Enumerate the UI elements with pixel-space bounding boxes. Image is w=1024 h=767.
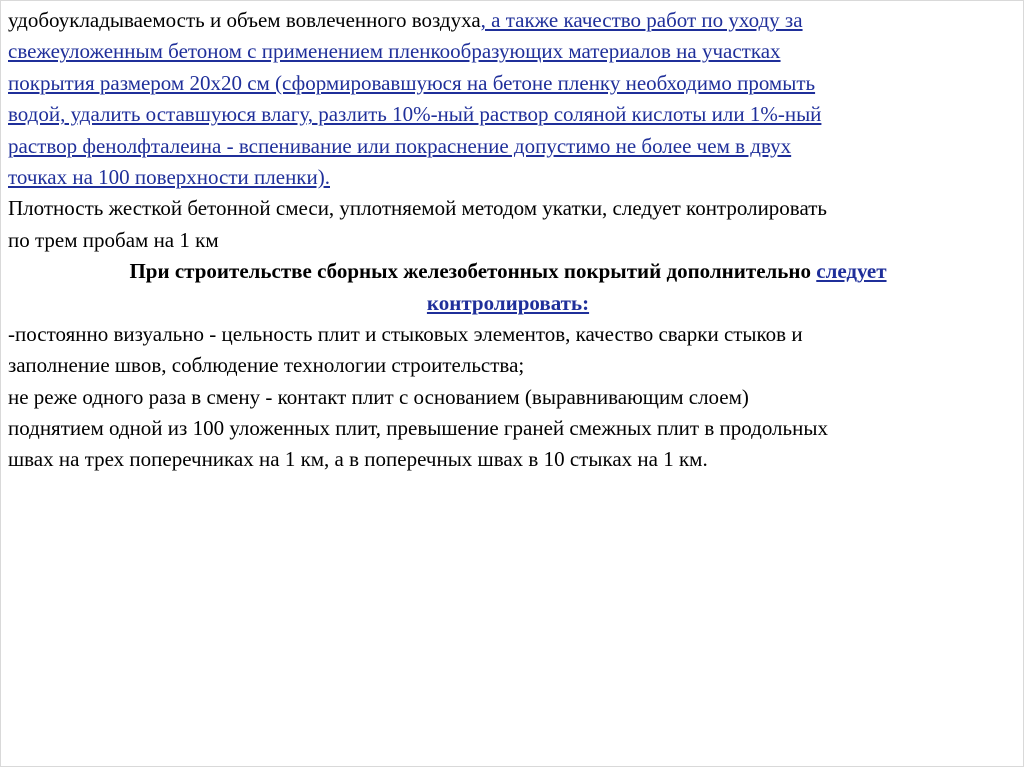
link-text[interactable]: , а также качество работ по уходу за	[480, 8, 803, 32]
text-line: -постоянно визуально - цельность плит и стыковых элементов, качество сварки стыков и	[8, 321, 803, 346]
text-line: не реже одного раза в смену - контакт плит с основанием (выравнивающим слоем)	[8, 384, 749, 409]
heading-link[interactable]: следует	[816, 259, 887, 284]
text-line	[8, 5, 1008, 36]
text-line: поднятием одной из 100 уложенных плит, превышение граней смежных плит в продольных	[8, 416, 828, 441]
link-line[interactable]: точках на 100 поверхности пленки).	[8, 164, 330, 189]
text-line: швах на трех поперечниках на 1 км, а в поперечных швах в 10 стыках на 1 км.	[8, 447, 708, 472]
section-heading	[8, 256, 1008, 287]
link-line[interactable]: водой, удалить оставшуюся влагу, разлить 10%-ный раствор соляной кислоты или 1%-ный	[8, 102, 822, 127]
text-line: заполнение швов, соблюдение технологии строительства;	[8, 353, 525, 378]
text-segment: удобоукладываемость и объем вовлеченного воздуха	[8, 8, 481, 32]
heading-link[interactable]: контролировать:	[426, 290, 590, 315]
link-line[interactable]: раствор фенолфталеина - вспенивание или покраснение допустимо не более чем в двух	[8, 133, 792, 158]
section-heading-cont	[8, 288, 1008, 319]
link-line[interactable]: покрытия размером 20x20 см (сформировавшуюся на бетоне пленку необходимо промыть	[8, 70, 816, 95]
heading-text: При строительстве сборных железобетонных покрытий дополнительно	[129, 259, 812, 284]
link-line[interactable]: свежеуложенным бетоном с применением пленкообразующих материалов на участках	[8, 39, 781, 64]
text-line: Плотность жесткой бетонной смеси, уплотняемой методом укатки, следует контролировать	[8, 196, 827, 221]
slide-text	[8, 5, 1008, 476]
text-line: по трем пробам на 1 км	[8, 227, 219, 252]
